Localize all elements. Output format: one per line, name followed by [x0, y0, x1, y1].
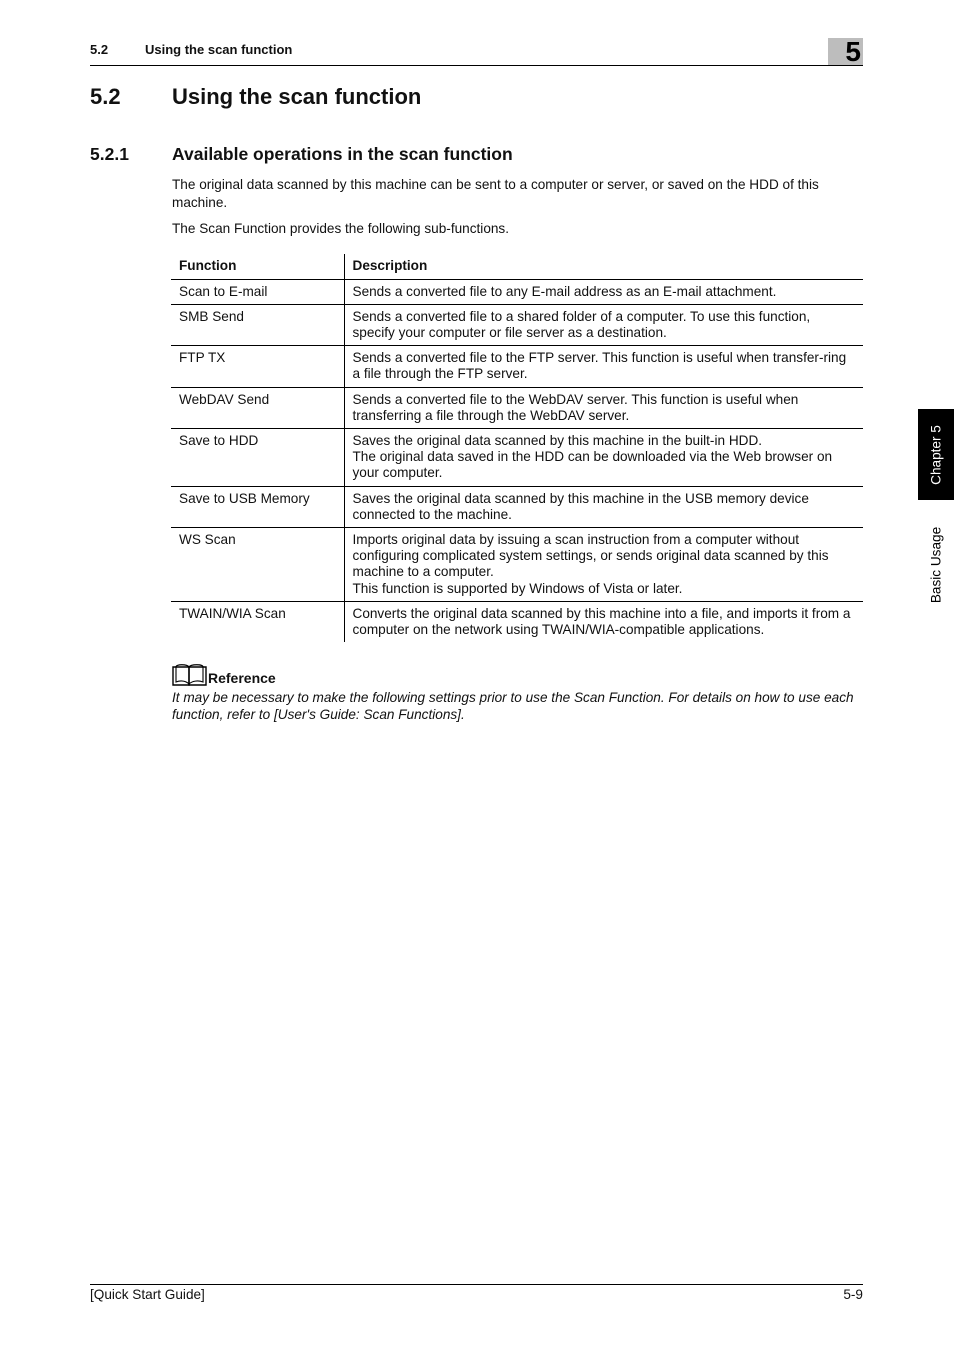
subsection-heading	[90, 144, 513, 165]
function-cell: WebDAV Send	[171, 387, 344, 428]
chapter-number-box	[828, 38, 863, 65]
footer-guide-name: [Quick Start Guide]	[90, 1287, 205, 1302]
section-side-label-text: Basic Usage	[928, 526, 944, 604]
footer-page-number: 5-9	[843, 1287, 863, 1302]
description-line: Saves the original data scanned by this machine in the built-in HDD.	[352, 432, 763, 448]
running-header-section-title: Using the scan function	[145, 42, 293, 57]
table-row	[171, 486, 863, 527]
intro-paragraph: The original data scanned by this machine can be sent to a computer or server, or saved on the HDD of this machine.	[172, 177, 819, 210]
description-cell	[344, 279, 863, 304]
column-header-function: Function	[171, 254, 344, 279]
table-row	[171, 428, 863, 486]
description-line: Sends a converted file to a shared folder of a computer. To use this function, specify your computer or file server as a destination.	[352, 308, 811, 340]
function-cell: WS Scan	[171, 527, 344, 601]
function-cell: SMB Send	[171, 304, 344, 345]
section-side-label	[918, 510, 954, 620]
chapter-side-tab-label: Chapter 5	[928, 424, 944, 485]
description-line: Sends a converted file to the WebDAV server. This function is useful when transferring a file through the WebDAV server.	[352, 391, 799, 423]
table-row	[171, 527, 863, 601]
description-cell	[344, 346, 863, 387]
table-row	[171, 346, 863, 387]
function-cell: TWAIN/WIA Scan	[171, 601, 344, 642]
scan-functions-table	[171, 254, 863, 642]
column-header-description: Description	[352, 258, 428, 273]
header-rule	[90, 65, 863, 66]
function-cell: Scan to E-mail	[171, 279, 344, 304]
table-row	[171, 304, 863, 345]
section-heading	[90, 84, 422, 110]
function-cell: FTP TX	[171, 346, 344, 387]
description-line: Sends a converted file to any E-mail address as an E-mail attachment.	[352, 283, 777, 299]
description-line: Saves the original data scanned by this machine in the USB memory device connected to the machine.	[352, 490, 809, 522]
chapter-number: 5	[845, 36, 861, 67]
description-line: The original data saved in the HDD can be downloaded via the Web browser on your computer.	[352, 449, 833, 481]
subsection-heading-number: 5.2.1	[90, 144, 129, 164]
section-heading-title: Using the scan function	[172, 84, 422, 109]
description-cell	[344, 304, 863, 345]
table-header-row	[171, 254, 863, 279]
reference-label: Reference	[208, 670, 276, 686]
table-row	[171, 601, 863, 642]
reference-text: It may be necessary to make the following settings prior to use the Scan Function. For details on how to use each function, refer to [User's Guide: Scan Functions].	[172, 690, 854, 722]
subfunctions-paragraph: The Scan Function provides the following sub-functions.	[172, 221, 510, 236]
running-header-section-number: 5.2	[90, 42, 109, 57]
function-cell: Save to HDD	[171, 428, 344, 486]
section-heading-number: 5.2	[90, 84, 121, 109]
subsection-heading-title: Available operations in the scan function	[172, 144, 513, 164]
description-cell	[344, 486, 863, 527]
table-row	[171, 387, 863, 428]
function-cell: Save to USB Memory	[171, 486, 344, 527]
description-cell	[344, 387, 863, 428]
description-line: Converts the original data scanned by this machine into a file, and imports it from a computer on the network using TWAIN/WIA-compatible applications.	[352, 605, 851, 637]
description-line: Sends a converted file to the FTP server. This function is useful when transfer-ring a file through the FTP server.	[352, 350, 847, 382]
description-cell	[344, 428, 863, 486]
footer-rule	[90, 1284, 863, 1285]
table-row	[171, 279, 863, 304]
reference-book-icon	[172, 663, 208, 687]
chapter-side-tab	[918, 409, 954, 500]
description-cell	[344, 601, 863, 642]
description-line: Imports original data by issuing a scan instruction from a computer without configuring complicated system settings, or sends original data scanned by this machine to a computer.	[352, 531, 829, 580]
description-line: This function is supported by Windows of Vista or later.	[352, 580, 683, 596]
description-cell	[344, 527, 863, 601]
